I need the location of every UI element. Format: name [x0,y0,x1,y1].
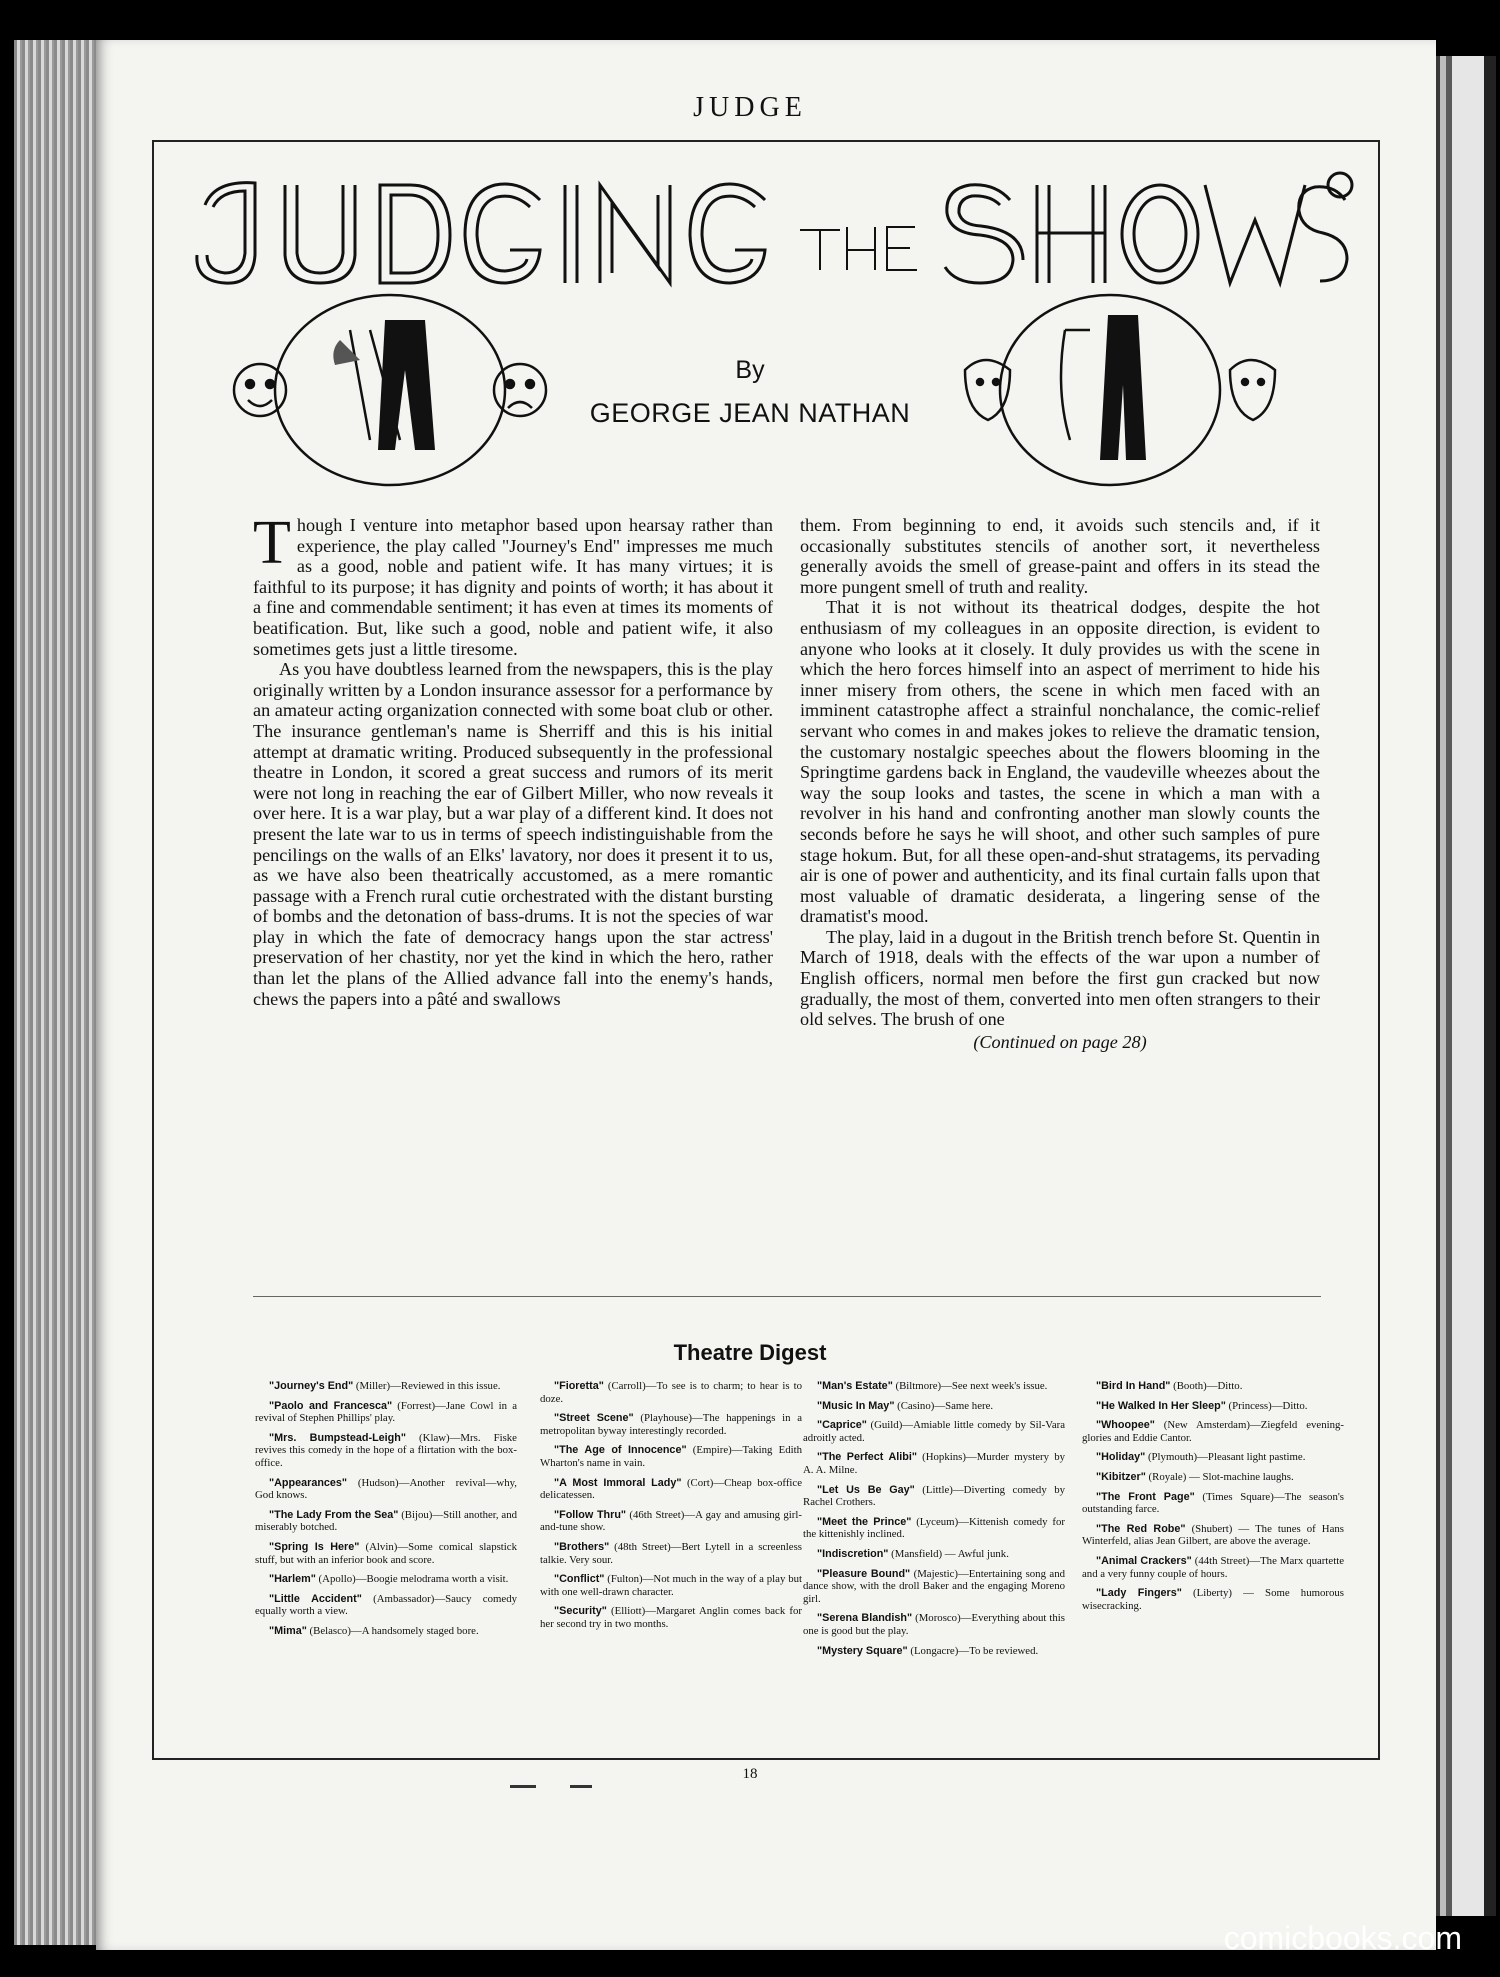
digest-show-note: (Mansfield) — Awful junk. [888,1547,1009,1560]
digest-show-title: "Spring Is Here" [269,1540,360,1553]
article-paragraph: them. From beginning to end, it avoids such stencils and, if it occasionally substitutes stencils of another sort, it nevertheless generally avoids the smell of grease-paint and offers in its stead the more pungent smell of truth and reality. [800,515,1320,597]
watermark: comicbooks.com [1223,1920,1462,1956]
section-divider [253,1296,1321,1297]
digest-entry [803,1516,1065,1541]
article-paragraph: The play, laid in a dugout in the British trench before St. Quentin in March of 1918, deals with the effects of the war upon a number of English officers, normal men before the first gun cracked but now gradually, the most of them, converted into men often strangers to their old selves. The brush of one [800,926,1320,1030]
digest-show-note: (Belasco)—A handsomely staged bore. [306,1624,479,1637]
digest-entry [255,1400,517,1425]
digest-entry [803,1419,1065,1444]
byline-author: GEORGE JEAN NATHAN [589,398,911,428]
digest-entry [803,1568,1065,1606]
digest-column-2 [540,1380,802,1638]
digest-show-title: "Journey's End" [269,1380,354,1392]
digest-entry [540,1605,802,1630]
digest-entry [1082,1491,1344,1516]
digest-entry [540,1509,802,1534]
digest-entry [803,1548,1065,1561]
digest-show-title: "The Perfect Alibi" [817,1451,917,1464]
digest-show-title: "Mrs. Bumpstead-Leigh" [269,1431,406,1444]
digest-show-note: (Lyceum)—Kittenish comedy for the kittenishly inclined. [803,1515,1066,1541]
digest-entry [1082,1380,1344,1393]
print-smudge [510,1785,536,1788]
digest-show-title: "He Walked In Her Sleep" [1096,1399,1226,1412]
digest-show-title: "Whoopee" [1096,1419,1155,1432]
print-smudge [570,1785,592,1788]
title-lettering [175,155,1360,305]
digest-show-note: (Alvin)—Some comical slapstick stuff, but with an inferior book and score. [255,1540,517,1566]
digest-show-note: (Cort)—Cheap box-office delicatessen. [540,1476,802,1502]
digest-show-note: (Hopkins)—Murder mystery by A. A. Milne. [803,1451,1065,1476]
digest-show-title: "Animal Crackers" [1096,1554,1192,1567]
digest-show-title: "Pleasure Bound" [817,1567,911,1580]
digest-show-title: "The Red Robe" [1096,1522,1186,1535]
page-number: 18 [742,1766,758,1782]
digest-show-note: (44th Street)—The Marx quartette and a very funny couple of hours. [1082,1554,1344,1580]
digest-entry [540,1444,802,1469]
digest-show-title: "Caprice" [817,1419,867,1432]
digest-show-note: (New Amsterdam)—Ziegfeld evening-glories and Eddie Cantor. [1082,1419,1344,1444]
digest-show-title: "Harlem" [269,1573,316,1586]
digest-show-title: "Bird In Hand" [1096,1380,1171,1392]
digest-show-title: "Brothers" [554,1540,610,1553]
digest-entry [255,1432,517,1470]
digest-show-title: "Serena Blandish" [817,1612,913,1625]
digest-show-note: (Apollo)—Boogie melodrama worth a visit. [315,1573,509,1586]
digest-show-note: (Times Square)—The season's outstanding farce. [1082,1490,1344,1516]
digest-entry [1082,1523,1344,1548]
digest-entry [803,1484,1065,1509]
digest-show-note: (Forrest)—Jane Cowl in a revival of Stephen Phillips' play. [255,1399,517,1425]
right-vignette-illustration [960,290,1290,490]
digest-entry [803,1451,1065,1476]
digest-entry [255,1573,517,1586]
digest-show-title: "Mystery Square" [817,1644,908,1657]
byline-by: By [735,356,765,384]
digest-entry [540,1380,802,1405]
digest-entry [540,1477,802,1502]
book-right-edge [1432,56,1496,1916]
digest-entry [1082,1587,1344,1612]
digest-show-title: "Paolo and Francesca" [269,1399,393,1412]
digest-entry [803,1400,1065,1413]
digest-show-note: (Fulton)—Not much in the way of a play but with one well-drawn character. [540,1573,802,1598]
digest-show-title: "Appearances" [269,1476,348,1489]
digest-entry [803,1645,1065,1658]
digest-show-note: (Morosco)—Everything about this one is good but the play. [803,1612,1065,1637]
digest-show-title: "The Front Page" [1096,1490,1195,1503]
digest-show-title: "Man's Estate" [817,1380,893,1392]
digest-show-note: (Carroll)—To see is to charm; to hear is to doze. [540,1380,802,1405]
theatre-digest-title: Theatre Digest [673,1340,827,1365]
digest-entry [255,1477,517,1502]
digest-show-title: "Street Scene" [554,1412,634,1425]
digest-entry [255,1380,517,1393]
article-column-left [253,509,773,1009]
digest-show-note: (Casino)—Same here. [894,1399,994,1412]
digest-show-note: (Elliott)—Margaret Anglin comes back for her second try in two months. [540,1605,802,1630]
digest-show-note: (Playhouse)—The happenings in a metropolitan byway interestingly recorded. [540,1412,802,1437]
digest-show-title: "The Lady From the Sea" [269,1508,399,1521]
digest-show-note: (Hudson)—Another revival—why, God knows. [255,1476,517,1502]
digest-show-title: "Holiday" [1096,1451,1146,1464]
digest-show-note: (Majestic)—Entertaining song and dance show, with the droll Baker and the engaging Moreno girl. [803,1567,1065,1605]
digest-show-title: "A Most Immoral Lady" [554,1476,682,1489]
digest-entry [1082,1451,1344,1464]
digest-show-note: (Empire)—Taking Edith Wharton's name in vain. [540,1444,802,1469]
digest-entry [255,1593,517,1618]
digest-entry [255,1541,517,1566]
digest-entry [540,1412,802,1437]
digest-entry [1082,1471,1344,1484]
digest-show-title: "Mima" [269,1624,307,1637]
digest-show-title: "Meet the Prince" [817,1515,912,1528]
digest-column-1 [255,1380,517,1645]
digest-show-note: (Shubert) — The tunes of Hans Winterfeld, alias Jean Gilbert, are above the average. [1082,1522,1344,1548]
digest-show-title: "Little Accident" [269,1592,362,1605]
digest-show-title: "Security" [554,1605,607,1618]
digest-column-3 [803,1380,1065,1664]
article-paragraph: That it is not without its theatrical dodges, despite the hot enthusiasm of my colleagues in an opposite direction, is evident to anyone who looks at it closely. It duly provides us with the scene in which the hero forces himself into an aspect of merriment to hide his inner misery from others, the scene in which men faced with an imminent catastrophe affect a strainful nonchalance, the comic-relief servant who comes in and makes jokes to relieve the dramatic tension, the customary nostalgic speeches about the flowers blooming in the Springtime gardens back in England, the vaudeville wheezes about the way the soup looks and tastes, the scene in which a man with a revolver in his hand and confronting another man slowly counts the seconds before he says he will shoot, and other such samples of pure stage hokum. But, for all these open-and-shut stratagems, its pervading air is one of power and authenticity, and its final curtain falls upon that most valuable of dramatic desiderata, a lingering sense of the dramatist's mood. [800,597,1320,927]
digest-column-4 [1082,1380,1344,1619]
digest-show-note: (Klaw)—Mrs. Fiske revives this comedy in the hope of a flirtation with the box-office. [255,1431,517,1469]
digest-entry [540,1541,802,1566]
digest-show-note: (Princess)—Ditto. [1225,1399,1308,1412]
running-head: JUDGE [693,92,807,123]
digest-show-note: (Liberty) — Some humorous wisecracking. [1082,1587,1344,1612]
digest-show-note: (48th Street)—Bert Lytell in a screenless talkie. Very sour. [540,1540,802,1566]
digest-show-note: (Guild)—Amiable little comedy by Sil-Vara adroitly acted. [803,1419,1065,1444]
digest-show-title: "Fioretta" [554,1380,604,1392]
dropcap: T [253,509,291,577]
digest-show-note: (Plymouth)—Pleasant light pastime. [1145,1451,1306,1464]
digest-show-title: "Kibitzer" [1096,1470,1146,1483]
digest-show-title: "Let Us Be Gay" [817,1483,915,1496]
digest-show-note: (Miller)—Reviewed in this issue. [353,1380,501,1392]
digest-show-title: "Conflict" [554,1573,605,1586]
paragraph-text: hough I venture into metaphor based upon hearsay rather than experience, the play called "Journey's End" impresses me much as a good, noble and patient wife. It has many virtues; it is faithful to its purpose; it has dignity and points of worth; it has about it a fine and commendable sentiment; it has even at times its moments of beatification. But, like such a good, noble and patient wife, it also sometimes gets just a little tiresome. [253,515,773,659]
digest-show-note: (Ambassador)—Saucy comedy equally worth a view. [255,1592,517,1618]
continued-note: (Continued on page 28) [973,1031,1147,1052]
digest-show-note: (Royale) — Slot-machine laughs. [1145,1470,1294,1483]
left-vignette-illustration [220,290,550,490]
digest-show-note: (Longacre)—To be reviewed. [907,1644,1039,1657]
digest-entry [255,1625,517,1638]
article-paragraph: As you have doubtless learned from the newspapers, this is the play originally written by a London insurance assessor for a performance by an amateur acting organization connected with some boat club or other. The insurance gentleman's name is Sherriff and this is his initial attempt at dramatic writing. Produced subsequently in the professional theatre in London, it scored a great success and rumors of its merit were not long in reaching the ear of Gilbert Miller, who now reveals it over here. It is a war play, but a war play of a different kind. It does not present the late war to us in terms of speech indistinguishable from the pencilings on the walls of an Elks' lavatory, nor does it present it to us, as we have also been theatrically accustomed, as a mere romantic passage with a French rural cutie orchestrated with the distant bursting of bombs and the detonation of bass-drums. It is not the species of war play in which the fate of democracy hangs upon the star actress' preservation of her chastity, nor yet the kind in which the hero, rather than let the plans of the Allied advance fall into the enemy's hands, chews the papers into a pâté and swallows [253,659,773,1009]
digest-entry [803,1380,1065,1393]
digest-show-title: "Music In May" [817,1399,895,1412]
digest-show-title: "The Age of Innocence" [554,1444,687,1457]
digest-entry [1082,1419,1344,1444]
digest-entry [540,1573,802,1598]
digest-entry [1082,1555,1344,1580]
article-paragraph [253,509,773,659]
digest-show-note: (Biltmore)—See next week's issue. [892,1380,1048,1392]
digest-show-note: (Little)—Diverting comedy by Rachel Crothers. [803,1483,1065,1509]
digest-show-note: (Booth)—Ditto. [1170,1380,1243,1392]
digest-show-title: "Lady Fingers" [1096,1587,1182,1600]
digest-entry [1082,1400,1344,1413]
digest-entry [255,1509,517,1534]
digest-entry [803,1612,1065,1637]
article-column-right [800,515,1320,1052]
digest-show-title: "Follow Thru" [554,1508,627,1521]
digest-show-note: (Bijou)—Still another, and miserably botched. [255,1508,517,1534]
digest-show-title: "Indiscretion" [817,1547,889,1560]
digest-show-note: (46th Street)—A gay and amusing girl-and-tune show. [540,1508,802,1534]
